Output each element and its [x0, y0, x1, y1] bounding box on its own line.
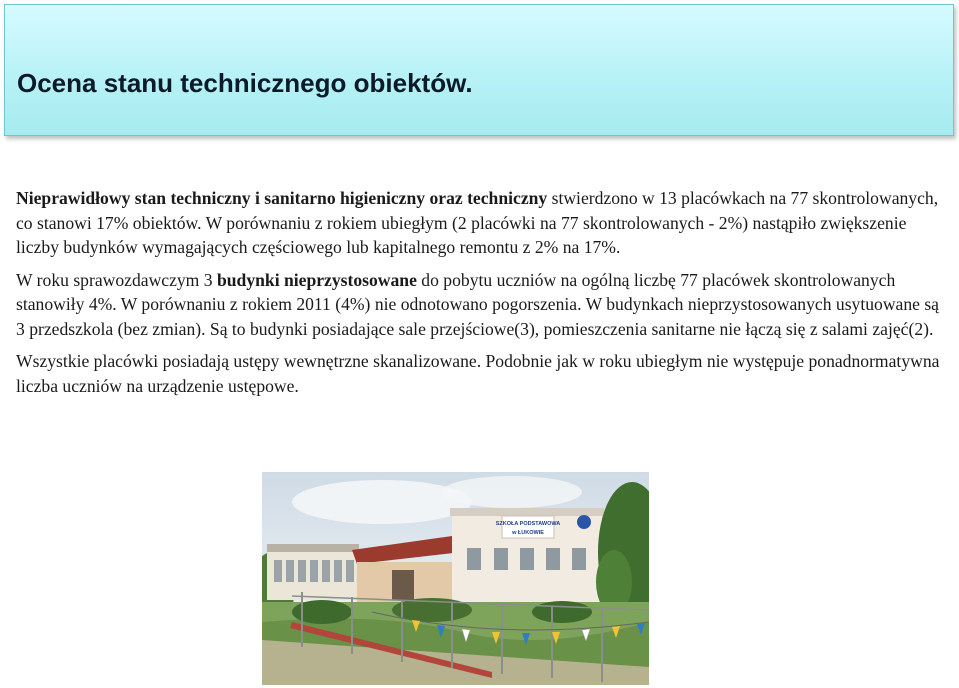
school-sign-line-2: w ŁUKOWIE [512, 530, 544, 536]
school-building-illustration [262, 472, 649, 685]
slide-title-box [4, 4, 954, 136]
school-sign-line-1: SZKOŁA PODSTAWOWA [495, 521, 561, 527]
school-emblem [577, 515, 591, 529]
paragraph-3-text: Wszystkie placówki posiadają ustępy wewnętrzne skanalizowane. Podobnie jak w roku ubiegłym nie występuje ponadnormatywna liczba uczniów na urządzenie ustępowe. [16, 351, 940, 396]
paragraph-1 [16, 186, 944, 260]
paragraph-2 [16, 268, 944, 342]
school-building-photo [262, 472, 649, 685]
paragraph-3 [16, 349, 944, 398]
paragraph-1-text: stwierdzono w 13 placówkach na 77 skontrolowanych, co stanowi 17% obiektów. W porównaniu z rokiem ubiegłym (2 placówki na 77 skontrolowanych - 2%) nastąpiło zwiększenie liczby budynków wymagających częściowego lub kapitalnego remontu z 2% na 17%. [16, 188, 939, 257]
slide-body [16, 186, 944, 406]
paragraph-1-bold: Nieprawidłowy stan techniczny i sanitarno higieniczny oraz techniczny [16, 188, 548, 208]
paragraph-2-bold: budynki nieprzystosowane [216, 269, 417, 290]
paragraph-2-start: W roku sprawozdawczym 3 [16, 269, 217, 290]
slide-title: Ocena stanu technicznego obiektów. [17, 68, 473, 98]
paragraph-2-text: do pobytu uczniów na ogólną liczbę 77 placówek skontrolowanych stanowiły 4%. W porównaniu z rokiem 2011 (4%) nie odnotowano pogorszenia. W budynkach nieprzystosowanych usytuowane są 3 przedszkola (bez zmian). Są to budynki posiadające sale przejściowe(3), pomieszczenia sanitarne nie łączą się z salami zajęć(2). [16, 269, 939, 339]
